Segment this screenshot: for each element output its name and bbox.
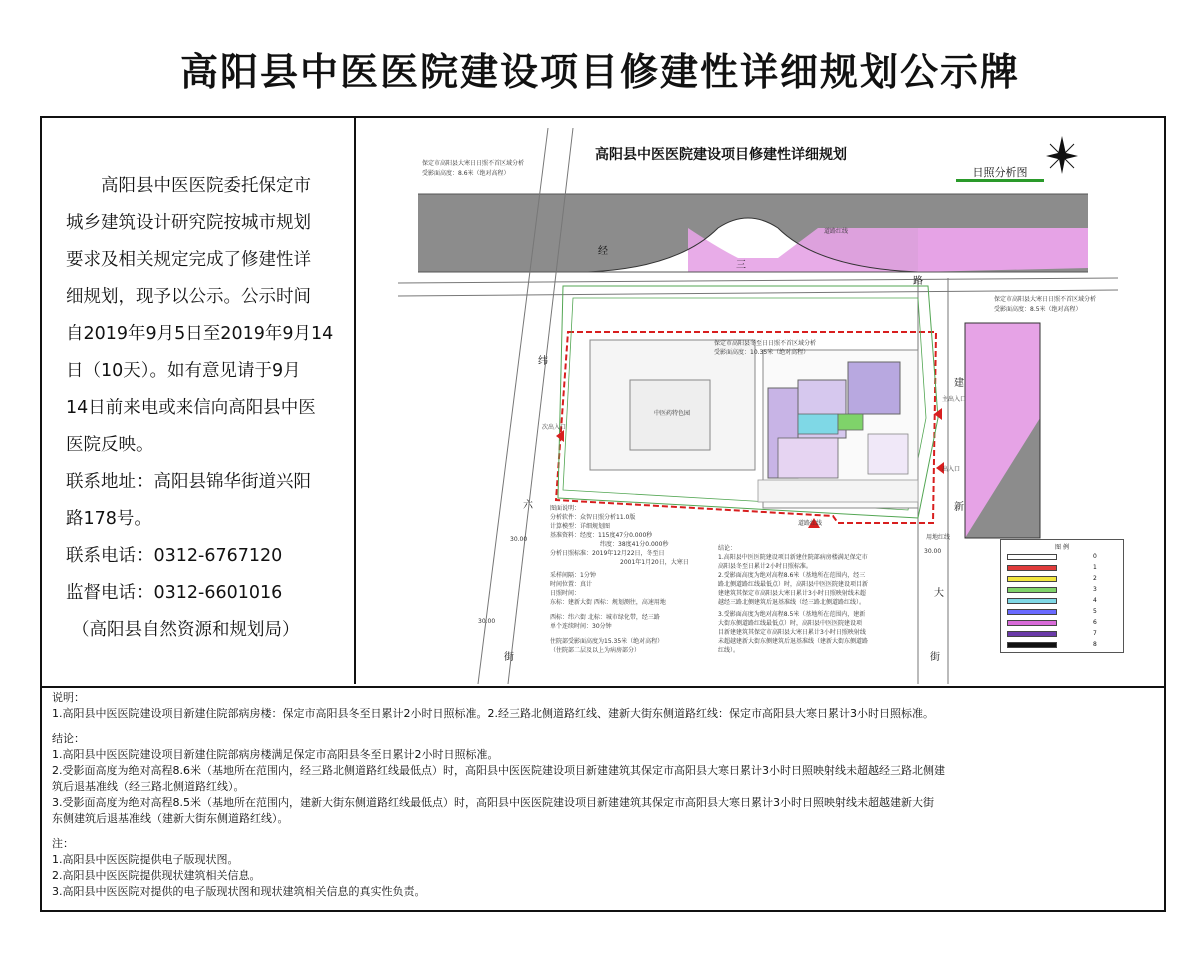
- legend-number: 2: [1093, 575, 1097, 582]
- legend-title: 图 例: [1055, 544, 1069, 551]
- notice-line: 14日前来电或来信向高阳县中医: [66, 398, 316, 418]
- analysis-note: 住院部受影面高度为15.35米（绝对高程）: [550, 638, 664, 645]
- legend-number: 5: [1093, 608, 1097, 615]
- jielun-line: 东侧建筑后退基准线（建新大街东侧道路红线）。: [52, 812, 289, 825]
- conclusion-line: 建建筑其保定市高阳县大寒日累计3小时日照映射线未超: [718, 590, 866, 597]
- jielun-line: 3.受影面高度为绝对高程8.5米（基地所在范围内，建新大街东侧道路红线最低点）时，高阳县中医医院建设项目新建建筑其保定市高阳县大寒日累计3小时日照映射线未超越建新大街: [52, 796, 934, 809]
- map-title: 高阳县中医医院建设项目修建性详细规划: [595, 147, 847, 163]
- zhu-line: 2.高阳县中医医院提供现状建筑相关信息。: [52, 869, 261, 882]
- legend-number: 8: [1093, 641, 1097, 648]
- notice-line: 自2019年9月5日至2019年9月14: [66, 324, 334, 344]
- notice-line: 日（10天）。如有意见请于9月: [66, 361, 301, 381]
- analysis-lat: 纬度：38度41分0.000秒: [600, 541, 669, 548]
- conclusion-line: 3.受影面高度为绝对高程8.5米（基地所在范围内，建新: [718, 611, 866, 618]
- entrance-right: 出入口: [942, 466, 961, 473]
- legend-number: 6: [1093, 619, 1097, 626]
- road-name-da: 大: [934, 588, 944, 599]
- legend-number: 0: [1093, 553, 1097, 560]
- notice-line: 高阳县中医医院委托保定市: [101, 176, 311, 196]
- legend-number: 7: [1093, 630, 1097, 637]
- analysis-method: 计算模型：详细规划图: [550, 523, 611, 530]
- dimension-3: 30.00: [478, 618, 496, 625]
- section-jielun: 结论：: [52, 732, 85, 745]
- notice-line: 细规划，现予以公示。公示时间: [66, 287, 311, 307]
- contact-phone: 联系电话：0312-6767120: [66, 546, 283, 566]
- right-note-1: 保定市高阳县大寒日日照不首区域分析: [994, 296, 1097, 303]
- sunlight-analysis-map: [358, 118, 1164, 684]
- dimension-2: 30.00: [924, 548, 942, 555]
- land-edge-label: 用地红线: [926, 534, 951, 541]
- analysis-west: 西标：纬六街 北标：城市绿化带，经三路: [550, 614, 660, 621]
- conclusion-line: 2.受影面高度为绝对高程8.6米（基地所在范围内，经三: [718, 572, 866, 579]
- building-label: 中医药特色园: [654, 410, 691, 417]
- conclusion-line: 目新建建筑其保定市高阳县大寒日累计3小时日照映射线: [718, 629, 866, 636]
- analysis-software: 分析软件：众智日照分析11.0版: [550, 514, 636, 521]
- legend-number: 1: [1093, 564, 1097, 571]
- analysis-date2: 2001年1月20日，大寒日: [620, 559, 689, 566]
- top-note-2: 受影面高度：8.6米（绝对高程）: [422, 170, 510, 177]
- shuoming-line: 1.高阳县中医医院建设项目新建住院部病房楼：保定市高阳县冬至日累计2小时日照标准。2.经三路北侧道路红线、建新大街东侧道路红线：保定市高阳县大寒日累计3小时日照标准。: [52, 707, 934, 720]
- jielun-line: 1.高阳县中医医院建设项目新建住院部病房楼满足保定市高阳县冬至日累计2小时日照标准。: [52, 748, 499, 761]
- zhu-line: 1.高阳县中医医院提供电子版现状图。: [52, 853, 239, 866]
- legend-swatch: [1007, 620, 1057, 626]
- legend-row: [1007, 642, 1119, 650]
- legend-row: [1007, 565, 1119, 573]
- legend-number: 3: [1093, 586, 1097, 593]
- road-name-lu: 路: [913, 276, 923, 287]
- dimension-1: 30.00: [510, 536, 528, 543]
- conclusion-title: 结论：: [718, 545, 737, 552]
- road-name-jie2: 街: [930, 652, 940, 663]
- jielun-line: 筑后退基准线（经三路北侧道路红线）。: [52, 780, 245, 793]
- legend-swatch: [1007, 565, 1057, 571]
- road-name-wei: 纬: [538, 356, 548, 367]
- analysis-title: 图面说明：: [550, 505, 581, 512]
- conclusion-line: 高阳县冬至日累计2小时日照标准。: [718, 563, 812, 570]
- analysis-eff: 单个连续时间：30分钟: [550, 623, 612, 630]
- legend-row: [1007, 609, 1119, 617]
- analysis-note2: （住院部二层及以上为病房部分）: [550, 647, 641, 654]
- north-arrow-icon: [1044, 134, 1080, 176]
- supervise-phone: 监督电话：0312-6601016: [66, 583, 283, 603]
- conclusion-line: 大街东侧道路红线最低点）时，高阳县中医医院建设项: [718, 620, 863, 627]
- conclusion-line: 1.高阳县中医医院建设项目新建住院部病房楼满足保定市: [718, 554, 868, 561]
- page-title: 高阳县中医医院建设项目修建性详细规划公示牌: [179, 50, 1020, 94]
- contact-address-cont: 路178号。: [66, 509, 152, 529]
- analysis-east: 东标：建新大街 西标：规划测往，高速用地: [550, 599, 666, 606]
- jielun-line: 2.受影面高度为绝对高程8.6米（基地所在范围内，经三路北侧道路红线最低点）时，高阳县中医医院建设项目新建建筑其保定市高阳县大寒日累计3小时日照映射线未超越经三路北侧建: [52, 764, 945, 777]
- explanation-panel: [42, 686, 1164, 910]
- right-note-2: 受影面高度：8.5米（绝对高程）: [994, 306, 1082, 313]
- top-note-1: 保定市高阳县大寒日日照不首区域分析: [422, 160, 525, 167]
- road-name-jie: 街: [504, 652, 514, 663]
- legend-swatch: [1007, 631, 1057, 637]
- legend-swatch: [1007, 642, 1057, 648]
- legend-row: [1007, 598, 1119, 606]
- contact-address: 联系地址：高阳县锦华街道兴阳: [66, 472, 311, 492]
- legend-row: [1007, 620, 1119, 628]
- conclusion-line: 越经三路北侧建筑后退基准线（经三路北侧道路红线）。: [718, 599, 866, 606]
- map-subtitle: 日照分析图: [956, 164, 1044, 182]
- legend-swatch: [1007, 554, 1057, 560]
- entrance-secondary: 次出入口: [542, 424, 567, 431]
- notice-line: 要求及相关规定完成了修建性详: [66, 250, 311, 270]
- inner-note-1: 保定市高阳县冬至日日照不首区域分析: [714, 340, 817, 347]
- north-pink-area-right: [918, 228, 1088, 272]
- analysis-scale: 日照时间：: [550, 590, 581, 597]
- map-legend: [1000, 539, 1124, 653]
- road-edge-label: 道路红线: [798, 520, 823, 527]
- analysis-position: 时间位置：真计: [550, 581, 593, 588]
- zhu-line: 3.高阳县中医医院对提供的电子版现状图和现状建筑相关信息的真实性负责。: [52, 885, 426, 898]
- legend-number: 4: [1093, 597, 1097, 604]
- legend-row: [1007, 587, 1119, 595]
- road-name-liu: 六: [523, 500, 533, 511]
- conclusion-line: 路北侧道路红线最低点）时，高阳县中医医院建设项目新: [718, 581, 869, 588]
- issuing-department: （高阳县自然资源和规划局）: [72, 620, 300, 640]
- legend-swatch: [1007, 609, 1057, 615]
- entrance-main: 主出入口: [942, 396, 967, 403]
- section-zhu: 注：: [52, 837, 74, 850]
- conclusion-line: 未超越建新大街东侧建筑后退基准线（建新大街东侧道路: [718, 638, 869, 645]
- section-shuoming: 说明：: [52, 691, 85, 704]
- road-name-san: 三: [736, 260, 746, 271]
- analysis-interval: 采样间隔：1分钟: [550, 572, 596, 579]
- notice-line: 医院反映。: [66, 435, 154, 455]
- legend-row: [1007, 631, 1119, 639]
- legend-swatch: [1007, 576, 1057, 582]
- notice-text: [66, 168, 340, 464]
- notice-panel: [42, 118, 356, 684]
- conclusion-line: 红线）。: [718, 647, 740, 654]
- legend-swatch: [1007, 587, 1057, 593]
- legend-row: [1007, 576, 1119, 584]
- road-north-label: 道路红线: [824, 228, 849, 235]
- inner-note-2: 受影面高度：10.35米（绝对高程）: [714, 349, 810, 356]
- notice-line: 城乡建筑设计研究院按城市规划: [66, 213, 311, 233]
- road-name-xin: 新: [954, 502, 964, 513]
- analysis-date: 分析日照标准：2019年12月22日，冬至日: [550, 550, 665, 557]
- road-name-jian: 建: [954, 378, 964, 389]
- analysis-base: 基准资料：经度：115度47分0.000秒: [550, 532, 653, 539]
- road-name-jing: 经: [598, 246, 608, 257]
- legend-swatch: [1007, 598, 1057, 604]
- legend-row: [1007, 554, 1119, 562]
